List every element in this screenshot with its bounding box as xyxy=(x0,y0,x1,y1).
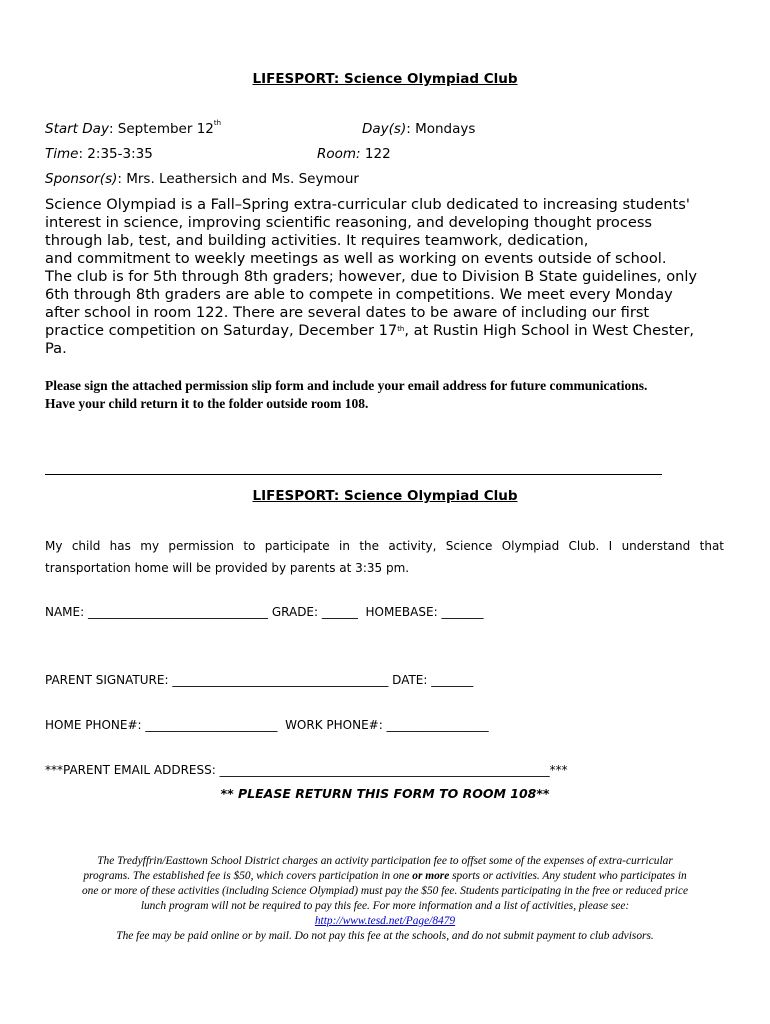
description-paragraph xyxy=(45,196,735,358)
fee-footer xyxy=(40,854,730,944)
description-text: , at Rustin High School in West Chester, xyxy=(404,322,695,339)
days-label: Day(s) xyxy=(362,121,407,137)
name-field[interactable]: ______________________________ xyxy=(88,605,268,619)
date-field[interactable]: _______ xyxy=(431,673,474,687)
start-day-sup: th xyxy=(213,119,222,127)
footer-line: one or more of these activities (including Science Olympiad) must pay the $50 fee. Students participating in the free or reduced price xyxy=(81,885,689,897)
footer-text: sports or activities. Any student who participates in xyxy=(449,870,687,882)
description-line: 6th through 8th graders are able to compete in competitions. We meet every Monday xyxy=(45,286,673,303)
return-note: ** PLEASE RETURN THIS FORM TO ROOM 108** xyxy=(220,786,550,801)
description-line: Science Olympiad is a Fall–Spring extra-curricular club dedicated to increasing students' xyxy=(45,196,690,213)
homebase-label: HOMEBASE: xyxy=(365,605,438,619)
date-label: DATE: xyxy=(392,673,428,687)
time-label: Time xyxy=(45,146,79,162)
description-text: practice competition on Saturday, December 17 xyxy=(45,322,398,339)
parent-signature-field[interactable]: ____________________________________ xyxy=(172,673,389,687)
permission-statement xyxy=(45,535,724,579)
permission-line: transportation home will be provided by parents at 3:35 pm. xyxy=(45,561,410,575)
footer-line: lunch program will not be required to pay this fee. For more information and a list of activities, please see: xyxy=(140,900,630,912)
parent-email-field[interactable]: _______________________________________________________ xyxy=(219,763,550,777)
start-day-label: Start Day xyxy=(45,121,109,137)
description-line: through lab, test, and building activities. It requires teamwork, dedication, xyxy=(45,232,589,249)
fee-info-link[interactable]: http://www.tesd.net/Page/8479 xyxy=(314,915,456,927)
home-phone-label: HOME PHONE#: xyxy=(45,718,142,732)
days-value: : Mondays xyxy=(406,121,476,137)
start-day-line xyxy=(45,121,221,137)
time-line xyxy=(45,146,153,162)
home-phone-field[interactable]: ______________________ xyxy=(145,718,278,732)
cut-line-divider xyxy=(45,474,662,475)
parent-signature-label: PARENT SIGNATURE: xyxy=(45,673,169,687)
description-sup: th xyxy=(397,325,405,333)
instructions-line: Please sign the attached permission slip form and include your email address for future communications. xyxy=(45,378,648,393)
form-title: LIFESPORT: Science Olympiad Club xyxy=(252,488,518,504)
page-title: LIFESPORT: Science Olympiad Club xyxy=(252,71,518,87)
time-value: : 2:35-3:35 xyxy=(78,146,153,162)
footer-line: The fee may be paid online or by mail. Do not pay this fee at the schools, and do not submit payment to club advisors. xyxy=(116,930,654,942)
grade-label: GRADE: xyxy=(271,605,319,619)
name-label: NAME: xyxy=(45,605,85,619)
sponsor-label: Sponsor(s) xyxy=(45,171,118,187)
room-label: Room: xyxy=(317,146,361,162)
sponsor-line xyxy=(45,171,359,187)
room-value: 122 xyxy=(360,146,391,162)
email-row xyxy=(45,763,568,777)
parent-email-label: ***PARENT EMAIL ADDRESS: xyxy=(45,763,216,777)
description-line: interest in science, improving scientific reasoning, and developing thought process xyxy=(45,214,653,231)
instructions xyxy=(45,377,647,413)
permission-line: My child has my permission to participate in the activity, Science Olympiad Club. I understand that xyxy=(45,539,724,553)
footer-text: programs. The established fee is $50, which covers participation in one xyxy=(83,870,413,882)
instructions-line: Have your child return it to the folder outside room 108. xyxy=(45,396,369,411)
footer-line xyxy=(40,914,730,929)
homebase-field[interactable]: _______ xyxy=(441,605,484,619)
signature-row xyxy=(45,673,473,687)
phone-row xyxy=(45,718,489,732)
start-day-value: : September 12 xyxy=(108,121,214,137)
grade-field[interactable]: ______ xyxy=(321,605,358,619)
footer-emphasis: or more xyxy=(412,870,450,882)
name-row xyxy=(45,605,483,619)
email-suffix: *** xyxy=(549,763,568,777)
footer-line: The Tredyffrin/Easttown School District charges an activity participation fee to offset some of the expenses of extra-curricular xyxy=(97,855,673,867)
room-line xyxy=(317,146,391,162)
sponsor-value: : Mrs. Leathersich and Ms. Seymour xyxy=(117,171,359,187)
days-line xyxy=(362,121,475,137)
work-phone-label: WORK PHONE#: xyxy=(285,718,383,732)
work-phone-field[interactable]: _________________ xyxy=(386,718,489,732)
footer-line xyxy=(40,869,730,884)
description-line: The club is for 5th through 8th graders; however, due to Division B State guidelines, only xyxy=(45,268,698,285)
description-line xyxy=(45,322,735,340)
description-line: Pa. xyxy=(45,340,67,357)
description-line: and commitment to weekly meetings as well as working on events outside of school. xyxy=(45,250,667,267)
description-line: after school in room 122. There are several dates to be aware of including our first xyxy=(45,304,650,321)
